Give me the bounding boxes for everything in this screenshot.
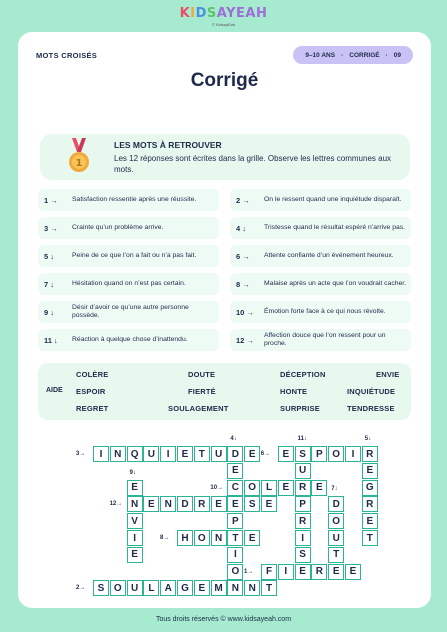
word-bank-item: TENDRESSE (347, 404, 395, 413)
word-bank-item: FIERTÉ (188, 387, 216, 396)
clue-text: Tristesse quand le résultat espéré n’arrive pas. (264, 223, 406, 231)
grid-clue-label: 4↓ (230, 436, 237, 442)
badge-type: CORRIGÉ (349, 51, 380, 59)
grid-cell: H (177, 530, 193, 546)
clue-text: Satisfaction ressentie après une réussite. (72, 195, 197, 203)
grid-cell: N (227, 580, 243, 596)
word-bank-item: SURPRISE (280, 404, 320, 413)
logo-part: S (206, 6, 217, 21)
grid-cell: S (295, 547, 311, 563)
clue-number: 8 → (236, 279, 250, 289)
grid-cell: E (328, 564, 344, 580)
intro-heading: LES MOTS À RETROUVER (114, 140, 222, 150)
section-label: MOTS CROISÉS (36, 51, 98, 60)
clue-number: 9 ↓ (44, 307, 55, 317)
logo (0, 6, 447, 21)
badge-sep: · (385, 51, 388, 59)
clue-number: 1 → (44, 195, 58, 205)
grid-clue-label: 10→ (210, 484, 224, 491)
clue-text: On le ressent quand une inquiétude disparaît. (264, 195, 402, 203)
word-bank-label: AIDE (46, 387, 63, 394)
grid-cell: E (211, 496, 227, 512)
badge-number: 09 (393, 51, 401, 59)
grid-cell: E (278, 446, 294, 462)
grid-cell: O (244, 480, 260, 496)
clue-text: Réaction à quelque chose d’inattendu. (72, 335, 188, 343)
logo-part: AYEAH (216, 6, 268, 21)
grid-cell: S (295, 446, 311, 462)
grid-cell: E (244, 446, 260, 462)
grid-cell: P (295, 496, 311, 512)
clue-text: Affection douce que l’on ressent pour un proche. (264, 331, 386, 347)
word-bank-item: COLÈRE (76, 370, 109, 379)
worksheet-card (18, 32, 431, 608)
grid-cell: E (362, 513, 378, 529)
grid-cell: U (295, 463, 311, 479)
grid-cell: E (295, 564, 311, 580)
grid-cell: I (278, 564, 294, 580)
grid-clue-label: 12→ (109, 501, 123, 508)
grid-cell: M (211, 580, 227, 596)
grid-cell: U (143, 446, 159, 462)
grid-cell: O (227, 564, 243, 580)
grid-cell: P (311, 446, 327, 462)
grid-cell: I (127, 530, 143, 546)
grid-cell: R (295, 480, 311, 496)
page-title: Corrigé (190, 70, 259, 91)
grid-cell: T (227, 530, 243, 546)
grid-cell: D (227, 446, 243, 462)
clue-text: Malaise après un acte que l’on voudrait cacher. (264, 279, 407, 287)
clue-text: Attente confiante d’un événement heureux. (264, 251, 394, 259)
grid-cell: Q (127, 446, 143, 462)
grid-cell: N (127, 496, 143, 512)
clue-number: 3 → (44, 223, 58, 233)
grid-cell: V (127, 513, 143, 529)
grid-cell: U (211, 446, 227, 462)
crossword-grid (18, 32, 431, 608)
grid-cell: E (261, 496, 277, 512)
grid-cell: A (160, 580, 176, 596)
clue-number: 11 ↓ (44, 335, 58, 345)
badge-age: 9–10 ANS (305, 51, 336, 59)
grid-cell: N (110, 446, 126, 462)
badge-sep: · (341, 51, 344, 59)
grid-cell: U (127, 580, 143, 596)
grid-cell: N (244, 580, 260, 596)
grid-clue-label: 8→ (160, 535, 170, 541)
grid-cell: O (328, 513, 344, 529)
grid-cell: U (328, 530, 344, 546)
grid-cell: E (177, 446, 193, 462)
grid-cell: N (160, 496, 176, 512)
grid-cell: S (93, 580, 109, 596)
word-bank-item: ESPOIR (76, 387, 106, 396)
clue-text: Hésitation quand on n’est pas certain. (72, 279, 186, 287)
grid-cell: R (311, 564, 327, 580)
grid-clue-label: 7↓ (331, 486, 338, 493)
grid-clue-label: 1→ (244, 568, 254, 575)
clue-number: 10 → (236, 307, 254, 317)
word-bank-item: HONTE (280, 387, 308, 396)
grid-cell: L (143, 580, 159, 596)
grid-cell: I (227, 547, 243, 563)
logo-subtitle: © KidsayEah (211, 22, 236, 27)
grid-cell: T (362, 530, 378, 546)
grid-clue-label: 3→ (76, 451, 86, 457)
svg-text:1: 1 (75, 158, 83, 169)
grid-cell: E (227, 463, 243, 479)
grid-cell: G (177, 580, 193, 596)
grid-cell: T (194, 446, 210, 462)
grid-clue-label: 5↓ (364, 436, 372, 442)
intro-text: Les 12 réponses sont écrites dans la grille. Observe les lettres communes aux mots. (114, 154, 392, 174)
grid-cell: O (194, 530, 210, 546)
logo-part: I (190, 6, 196, 21)
grid-cell: E (362, 463, 378, 479)
grid-cell: I (345, 446, 361, 462)
clue-number: 4 ↓ (236, 223, 247, 233)
grid-cell: R (362, 496, 378, 512)
grid-cell: N (211, 530, 227, 546)
grid-clue-label: 6→ (260, 451, 271, 457)
logo-part: K (179, 6, 191, 21)
grid-cell: I (295, 530, 311, 546)
clue-number: 6 → (236, 251, 250, 261)
grid-cell: R (295, 513, 311, 529)
grid-cell: R (362, 446, 378, 462)
grid-clue-label: 9↓ (129, 469, 136, 476)
grid-cell: E (345, 564, 361, 580)
grid-cell: E (127, 547, 143, 563)
grid-clue-label: 11↓ (297, 436, 307, 442)
clue-text: Crainte qu’un problème arrive. (72, 223, 164, 231)
grid-cell: F (261, 564, 277, 580)
grid-cell: R (194, 496, 210, 512)
grid-cell: E (143, 496, 159, 512)
grid-cell: E (311, 480, 327, 496)
grid-clue-label: 2→ (76, 585, 86, 592)
grid-cell: E (194, 580, 210, 596)
word-bank-item: DOUTE (188, 370, 216, 379)
grid-cell: D (177, 496, 193, 512)
clue-text: Émotion forte face à ce qui nous révolte. (264, 307, 386, 315)
grid-cell: I (160, 446, 176, 462)
grid-cell: O (328, 446, 344, 462)
grid-cell: I (93, 446, 109, 462)
clue-number: 2 → (236, 195, 250, 205)
footer-copyright: Tous droits réservés © www.kidsayeah.com (155, 616, 292, 623)
grid-cell: E (127, 480, 143, 496)
grid-cell: S (244, 496, 260, 512)
word-bank-item: SOULAGEMENT (168, 404, 229, 413)
grid-cell: E (278, 480, 294, 496)
word-bank-item: ENVIE (376, 370, 400, 379)
clue-text: Désir d’avoir ce qu’une autre personne possède. (72, 303, 189, 319)
word-bank-item: REGRET (76, 404, 109, 413)
word-bank-item: INQUIÉTUDE (347, 387, 396, 396)
word-bank-item: DÉCEPTION (280, 370, 326, 379)
grid-cell: C (227, 480, 243, 496)
grid-cell: O (110, 580, 126, 596)
clue-number: 7 ↓ (44, 279, 55, 289)
grid-cell: E (244, 530, 260, 546)
logo-part: D (195, 6, 207, 21)
clue-number: 12 → (236, 335, 254, 345)
grid-cell: G (362, 480, 378, 496)
grid-cell: T (328, 547, 344, 563)
clue-number: 5 ↓ (44, 251, 55, 261)
grid-cell: D (328, 496, 344, 512)
clue-text: Peine de ce que l’on a fait ou n’a pas fait. (72, 251, 197, 259)
grid-cell: P (227, 513, 243, 529)
grid-cell: T (261, 580, 277, 596)
grid-cell: E (227, 496, 243, 512)
grid-cell: L (261, 480, 277, 496)
